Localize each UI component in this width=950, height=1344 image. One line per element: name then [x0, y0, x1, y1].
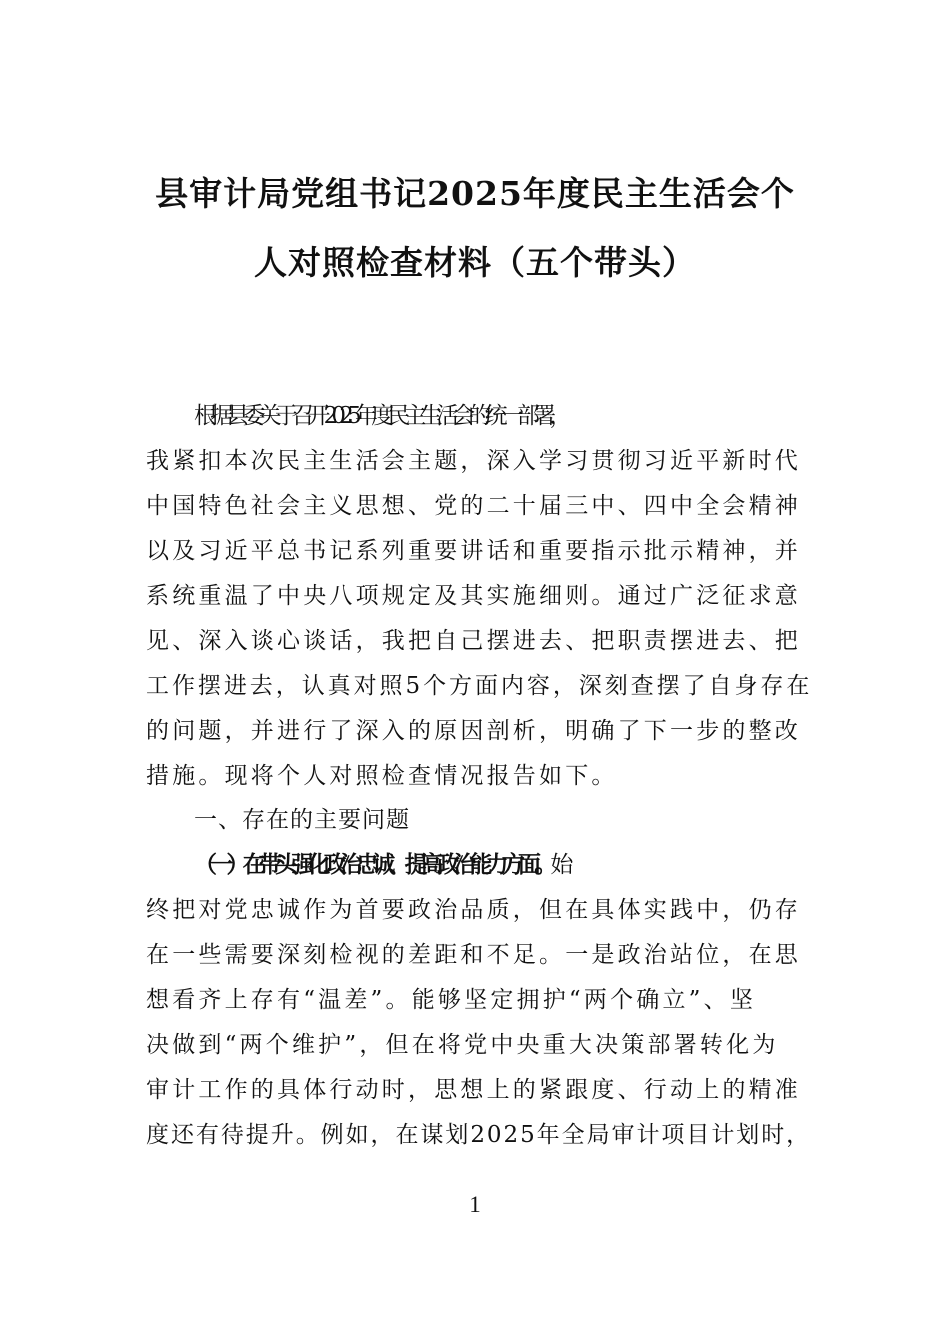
intro-line: 的问题，并进行了深入的原因剖析，明确了下一步的整改: [146, 718, 801, 744]
subsection-first-line: [194, 850, 854, 880]
intro-line: 根据县委关于召开2025年度民主生活会的统一部署，: [194, 403, 566, 429]
subsection-line: 想看齐上存有“温差”。能够坚定拥护“两个确立”、坚: [146, 987, 757, 1013]
subsection-line: 决做到“两个维护”，但在将党中央重大决策部署转化为: [146, 1032, 779, 1058]
intro-line: 措施。现将个人对照检查情况报告如下。: [146, 763, 618, 789]
page-number: 1: [469, 1192, 481, 1217]
subsection-line: 度还有待提升。例如，在谋划2025年全局审计项目计划时，: [146, 1122, 812, 1148]
subsection-line: 审计工作的具体行动时，思想上的紧跟度、行动上的精准: [146, 1077, 801, 1103]
subsection-line: 终把对党忠诚作为首要政治品质，但在具体实践中，仍存: [146, 897, 801, 923]
subsection-line: 在一些需要深刻检视的差距和不足。一是政治站位，在思: [146, 942, 801, 968]
document-title-line-2: 人对照检查材料（五个带头）: [254, 243, 696, 282]
document-title-line-1: 县审计局党组书记2025年度民主生活会个: [155, 174, 795, 213]
intro-line: 见、深入谈心谈话，我把自己摆进去、把职责摆进去、把: [146, 628, 801, 654]
intro-line: 我紧扣本次民主生活会主题，深入学习贯彻习近平新时代: [146, 448, 801, 474]
intro-line: 中国特色社会主义思想、党的二十届三中、四中全会精神: [146, 493, 801, 519]
intro-line: 以及习近平总书记系列重要讲话和重要指示批示精神，并: [146, 538, 801, 564]
intro-line: 系统重温了中央八项规定及其实施细则。通过广泛征求意: [146, 583, 801, 609]
intro-line: 工作摆进去，认真对照5个方面内容，深刻查摆了自身存在: [146, 673, 813, 699]
subsection-text-start: 始: [550, 852, 567, 878]
subsection-heading: （一）在带头强化政治忠诚、提高政治能力方面。: [194, 851, 551, 878]
section-heading: 一、存在的主要问题: [194, 807, 410, 833]
